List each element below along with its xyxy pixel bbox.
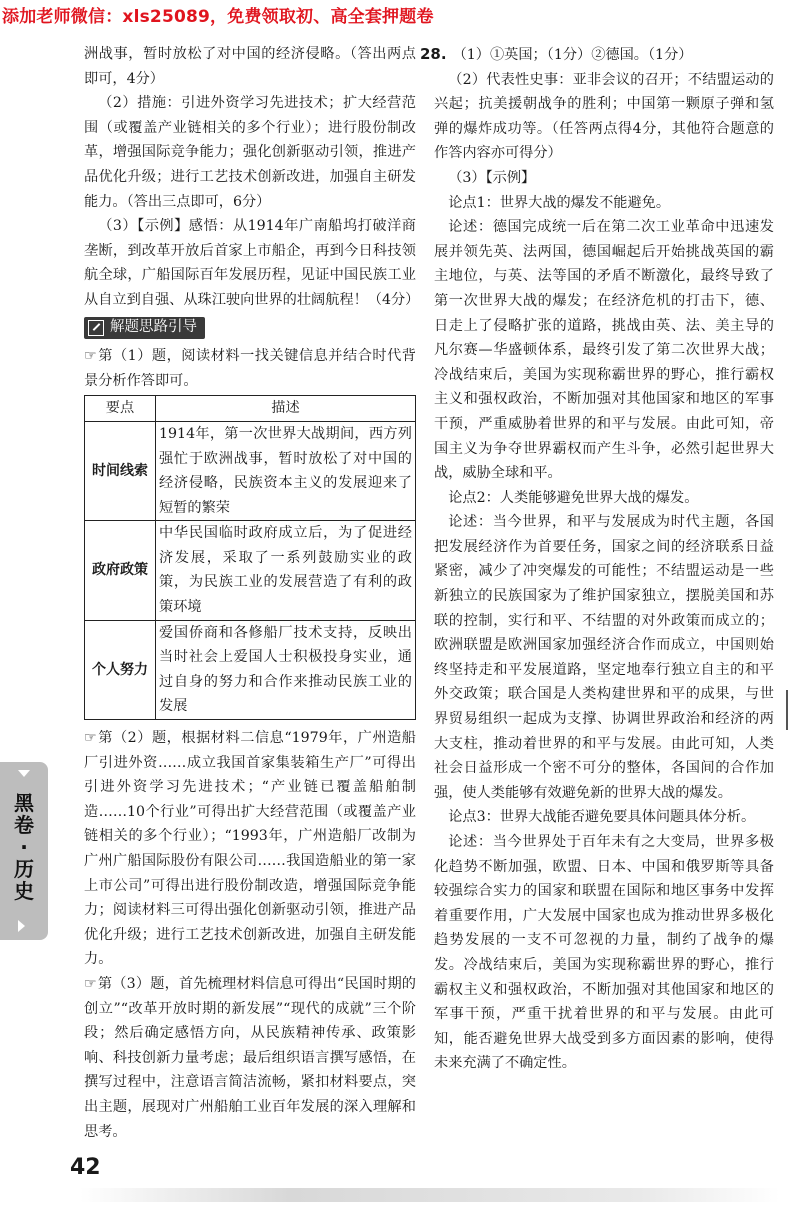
- caret-right-icon: [18, 920, 25, 932]
- thesis-2: 论点2：人类能够避免世界大战的爆发。: [448, 489, 699, 506]
- guide-title: 解题思路引导: [110, 319, 197, 336]
- page-number: 42: [70, 1155, 101, 1180]
- promo-banner: [0, 0, 800, 26]
- table-row: [85, 620, 416, 719]
- promo-text: 添加老师微信：xls25089，免费领取初、高全套押题卷: [2, 7, 434, 27]
- table-desc-cell: 爱国侨商和各修船厂技术支持，反映出当时社会上爱国人士积极投身实业，通过自身的努力和合作来推动民族工业的发展: [156, 620, 416, 719]
- scan-shadow: [80, 1188, 780, 1202]
- guide-section-header: [84, 317, 205, 339]
- argument-2: 论述：当今世界，和平与发展成为时代主题，各国把发展经济作为首要任务，国家之间的经济联系日益紧密，减少了冲突爆发的可能性；不结盟运动是一些新独立的民族国家为了维护国家独立，摆脱美国和苏联的控制，实行和平、不结盟的对外政策而成立的；欧洲联盟是欧洲国家加强经济合作而成立，中国则始终坚持走和平发展道路，坚定地奉行独立自主的和平外交政策；联合国是人类构建世界和平的成果，与世界贸易组织一起成为支撑、协调世界政治和经济的两大支柱，推动着世界的和平与发展。由此可知，人类社会日益形成一个密不可分的整体，各国间的合作加强，使人类能够有效避免新的世界大战的爆发。: [434, 514, 774, 801]
- right-column: [420, 42, 774, 1076]
- table-key-cell: 时间线索: [85, 421, 156, 520]
- table-header-cell: 描述: [156, 396, 416, 422]
- q28-part3-label: （3）【示例】: [448, 169, 536, 186]
- guide-q1: ☞第（1）题，阅读材料一找关键信息并结合时代背景分析作答即可。: [84, 344, 416, 393]
- table-row: [85, 421, 416, 520]
- q28-part2: （2）代表性史事：亚非会议的召开；不结盟运动的兴起；抗美援朝战争的胜利；中国第一颗原子弹和氢弹的爆炸成功等。（任答两点得4分，其他符合题意的作答内容亦可得分）: [434, 71, 774, 162]
- q28-part1: 28. （1）①英国；（1分）②德国。（1分）: [420, 45, 693, 63]
- table-row: [85, 521, 416, 620]
- pointing-hand-icon: ☞: [84, 348, 97, 365]
- answer-2: （2）措施：引进外资学习先进技术；扩大经营范围（或覆盖产业链相关的多个行业）；进行股份制改革，增强国际竞争能力；强化创新驱动引领，推进产品优化升级；进行工艺技术创新改进，加强自主研发能力。（答出三点即可，6分）: [84, 95, 416, 210]
- thesis-3: 论点3：世界大战能否避免要具体问题具体分析。: [448, 809, 756, 826]
- question-number: 28.: [420, 45, 447, 63]
- caret-down-icon: [18, 770, 30, 777]
- left-column: [84, 42, 420, 1144]
- answer-3: （3）【示例】感悟：从1914年广南船坞打破洋商垄断，到改革开放后首家上市船企，再到今日科技领航全球，广船国际百年发展历程，见证中国民族工业从自立到自强、从珠江驶向世界的壮阔航程！（4分）: [84, 218, 420, 308]
- pointing-hand-icon: ☞: [84, 975, 97, 992]
- pencil-note-icon: [88, 320, 104, 336]
- guide-q2: ☞第（2）题，根据材料二信息“1979年，广州造船厂引进外资……成立我国首家集装箱生产厂”可得出引进外资学习先进技术；“产业链已覆盖船舶制造……10个行业”可得出扩大经营范围（或覆盖产业链相关的多个行业）；“1993年，广州造船厂改制为广州广船国际股份有限公司……我国造船业的第一家上市公司”可得出进行股份制改造，增强国际竞争能力；阅读材料三可得出强化创新驱动引领，推进产品优化升级；进行工艺技术创新改进，加强自主研发能力。: [84, 726, 416, 972]
- table-desc-cell: 中华民国临时政府成立后，为了促进经济发展，采取了一系列鼓励实业的政策，为民族工业的发展营造了有利的政策环境: [156, 521, 416, 620]
- pointing-hand-icon: ☞: [84, 730, 97, 747]
- subject-side-tab: [0, 762, 48, 940]
- thesis-1: 论点1：世界大战的爆发不能避免。: [448, 194, 671, 211]
- side-tab-label: 黑 卷 · 历 史: [14, 791, 34, 903]
- guide-q3: ☞第（3）题，首先梳理材料信息可得出“民国时期的创立”“改革开放时期的新发展”“现代的成就”三个阶段；然后确定感悟方向，从民族精神传承、政策影响、科技创新力量考虑；最后组织语言撰写感悟，在撰写过程中，注意语言简洁流畅，紧扣材料要点，突出主题，展现对广州船舶工业百年发展的深入理解和思考。: [84, 972, 416, 1144]
- table-desc-cell: 1914年，第一次世界大战期间，西方列强忙于欧洲战事，暂时放松了对中国的经济侵略，民族资本主义的发展迎来了短暂的繁荣: [156, 421, 416, 520]
- table-header-cell: 要点: [85, 396, 156, 422]
- table-header-row: [85, 396, 416, 422]
- margin-divider: [786, 690, 788, 730]
- answer-1-tail: 洲战事，暂时放松了对中国的经济侵略。（答出两点即可，4分）: [84, 46, 416, 87]
- table-key-cell: 个人努力: [85, 620, 156, 719]
- argument-3: 论述：当今世界处于百年未有之大变局，世界多极化趋势不断加强，欧盟、日本、中国和俄罗斯等具备较强综合实力的国家和联盟在国际和地区事务中发挥着重要作用，广大发展中国家也成为推动世界多极化趋势发展的一支不可忽视的力量，制约了战争的爆发。冷战结束后，美国为实现称霸世界的野心，推行霸权主义和强权政治，不断加强对其他国家和地区的军事干预，严重干扰着世界的和平与发展。由此可知，能否避免世界大战受到多方面因素的影响，使得未来充满了不确定性。: [434, 834, 774, 1072]
- key-points-table: [84, 395, 416, 720]
- argument-1: 论述：德国完成统一后在第二次工业革命中迅速发展并领先英、法两国，德国崛起后开始挑战英国的霸主地位，与英、法等国的矛盾不断激化，最终导致了第一次世界大战的爆发；在经济危机的打击下，德、日走上了侵略扩张的道路，挑战由英、法、美主导的凡尔赛—华盛顿体系，最终引发了第二次世界大战；冷战结束后，美国为实现称霸世界的野心，推行霸权主义和强权政治，不断加强对其他国家和地区的军事干预，严重威胁着世界的和平与发展。由此可知，帝国主义为争夺世界霸权而产生斗争，必然引起世界大战，威胁全球和平。: [434, 219, 774, 482]
- table-key-cell: 政府政策: [85, 521, 156, 620]
